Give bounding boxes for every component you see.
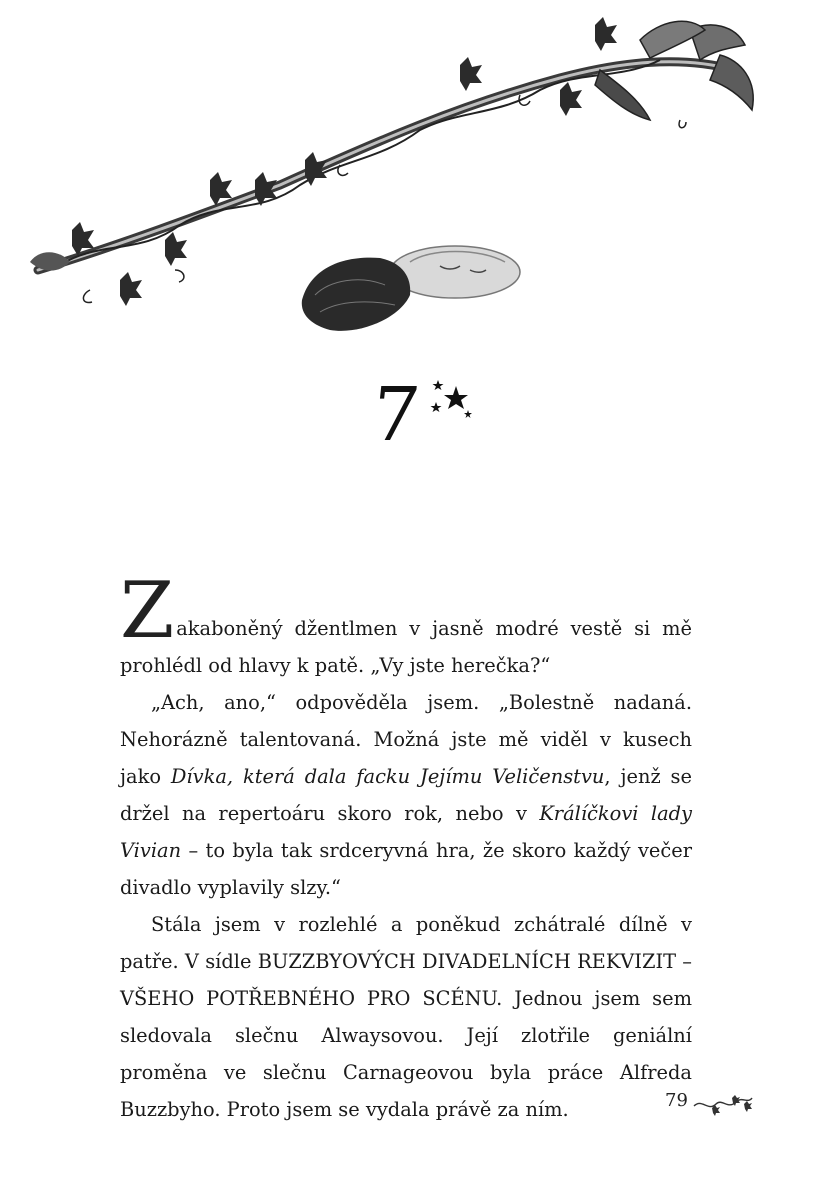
sleeping-head-icon	[302, 246, 520, 331]
page-number: 79	[665, 1090, 688, 1111]
stars-icon	[428, 378, 474, 418]
ivy-branch-illustration	[0, 0, 815, 340]
drop-cap: Z	[120, 566, 175, 656]
paragraph-2-text-b: , jenž se držel na repertoáru skoro rok, nebo v	[120, 765, 692, 825]
play-title-2: Králíčkovi lady Vivian	[120, 802, 693, 862]
paragraph-3	[120, 906, 692, 1128]
paragraph-2-text-a: „Ach, ano,“ odpověděla jsem. „Bolestně nadaná. Nehorázně talentovaná. Možná jste mě viděl v kusech jako	[120, 691, 692, 788]
chapter-body-text	[120, 566, 693, 1128]
vine-ornament-icon	[692, 1090, 754, 1118]
paragraph-2	[120, 684, 692, 906]
play-title-1: Dívka, která dala facku Jejímu Veličenstvu	[170, 765, 605, 788]
paragraph-1-text: akaboněný džentlmen v jasně modré vestě si mě prohlédl od hlavy k patě. „Vy jste herečka?“	[120, 617, 692, 677]
chapter-number: 7	[367, 372, 424, 458]
paragraph-2-text-c: – to byla tak srdceryvná hra, že skoro každý večer divadlo vyplavily slzy.“	[120, 839, 692, 899]
paragraph-1	[120, 566, 692, 684]
paragraph-3-text: Stála jsem v rozlehlé a poněkud zchátralé dílně v patře. V sídle BUZZBYOVÝCH DIVADELNÍCH REKVIZIT – VŠEHO POTŘEBNÉHO PRO SCÉNU. Jednou jsem sem sledovala slečnu Alwaysovou. Její zlotřile geniální proměna ve slečnu Carnageovou byla práce Alfreda Buzzbyho. Proto jsem se vydala právě za ním.	[120, 913, 692, 1121]
